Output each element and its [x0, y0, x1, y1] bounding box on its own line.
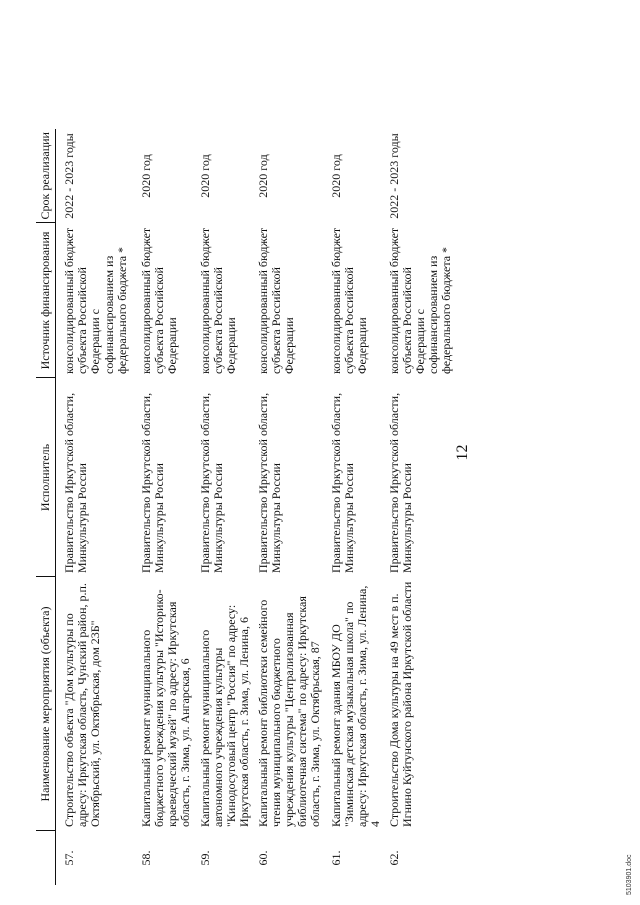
row-executor: Правительство Иркутской области, Минкультуры России [255, 392, 283, 573]
row-name: Капитальный ремонт библиотеки семейного чтения муниципального бюджетного учреждения культуры "Централизованная библиотечная система" по адресу: Иркутская область, г. Зима, ул. Октябрьская, 87 [255, 596, 323, 827]
row-executor: Правительство Иркутской области, Минкультуры России [62, 392, 90, 573]
row-source: консолидированный бюджет субъекта Российской Федерации [138, 227, 179, 374]
row-number: 58. [138, 850, 153, 866]
page-number: 12 [454, 444, 471, 461]
row-number: 57. [62, 850, 76, 866]
row-term: 2020 год [255, 154, 270, 198]
row-name: Капитальный ремонт муниципального бюджетного учреждения культуры "Историко-краеведческий музей" по адресу: Иркутская область, г. Зима, ул. Ангарская, 6 [138, 589, 193, 827]
row-executor: Правительство Иркутской области, Минкультуры России [197, 392, 225, 573]
row-source: консолидированный бюджет субъекта Российской Федерации с софинансированием из федерального бюджета * [62, 227, 129, 374]
row-executor: Правительство Иркутской области, Минкультуры России [138, 392, 166, 573]
row-name: Капитальный ремонт муниципального автономного учреждения культуры "Кинодосуговый центр "Россия" по адресу: Иркутская область, г. Зима, ул. Ленина, 6 [197, 604, 252, 827]
table-row [197, 129, 255, 885]
row-source: консолидированный бюджет субъекта Российской Федерации [328, 227, 369, 374]
row-number: 59. [197, 850, 212, 866]
measures-table [36, 129, 468, 885]
table-row [386, 129, 468, 885]
document-code: 5103901.doc [626, 854, 633, 895]
table-header [36, 129, 56, 885]
measures-table-wrap [36, 129, 468, 885]
row-source: консолидированный бюджет субъекта Российской Федерации с софинансированием из федерального бюджета * [386, 227, 454, 374]
row-name: Строительство объекта "Дом культуры по адресу: Иркутская область, Чунский район, р.п. Октябрьский, ул. Октябрьская, дом 23Б" [62, 583, 103, 827]
row-term: 2022 - 2023 годы [62, 133, 76, 219]
row-name: Капитальный ремонт здания МБОУ ДО "Зиминская детская музыкальная школа" по адресу: Иркутская область, г. Зима, ул. Ленина, 4 [328, 585, 383, 827]
table-row [56, 129, 138, 885]
row-source: консолидированный бюджет субъекта Российской Федерации [197, 227, 238, 374]
row-term: 2022 - 2023 годы [386, 133, 401, 219]
header-executor: Исполнитель [36, 378, 56, 577]
table-row [255, 129, 328, 885]
row-number: 61. [328, 850, 343, 866]
row-number: 60. [255, 850, 270, 866]
header-source: Источник финансирования [36, 223, 56, 378]
row-term: 2020 год [328, 154, 343, 198]
table-row [138, 129, 197, 885]
row-number: 62. [386, 850, 401, 866]
table-row [328, 129, 386, 885]
header-term: Срок реализации [36, 129, 56, 223]
row-name: Строительство Дома культуры на 49 мест в п. Игнино Куйтунского района Иркутской области [386, 581, 414, 827]
row-term: 2020 год [138, 154, 153, 198]
header-number [36, 831, 56, 885]
header-name: Наименование мероприятия (объекта) [36, 577, 56, 831]
row-executor: Правительство Иркутской области, Минкультуры России [386, 392, 414, 573]
row-term: 2020 год [197, 154, 212, 198]
row-executor: Правительство Иркутской области, Минкультуры России [328, 392, 356, 573]
row-source: консолидированный бюджет субъекта Российской Федерации [255, 227, 296, 374]
